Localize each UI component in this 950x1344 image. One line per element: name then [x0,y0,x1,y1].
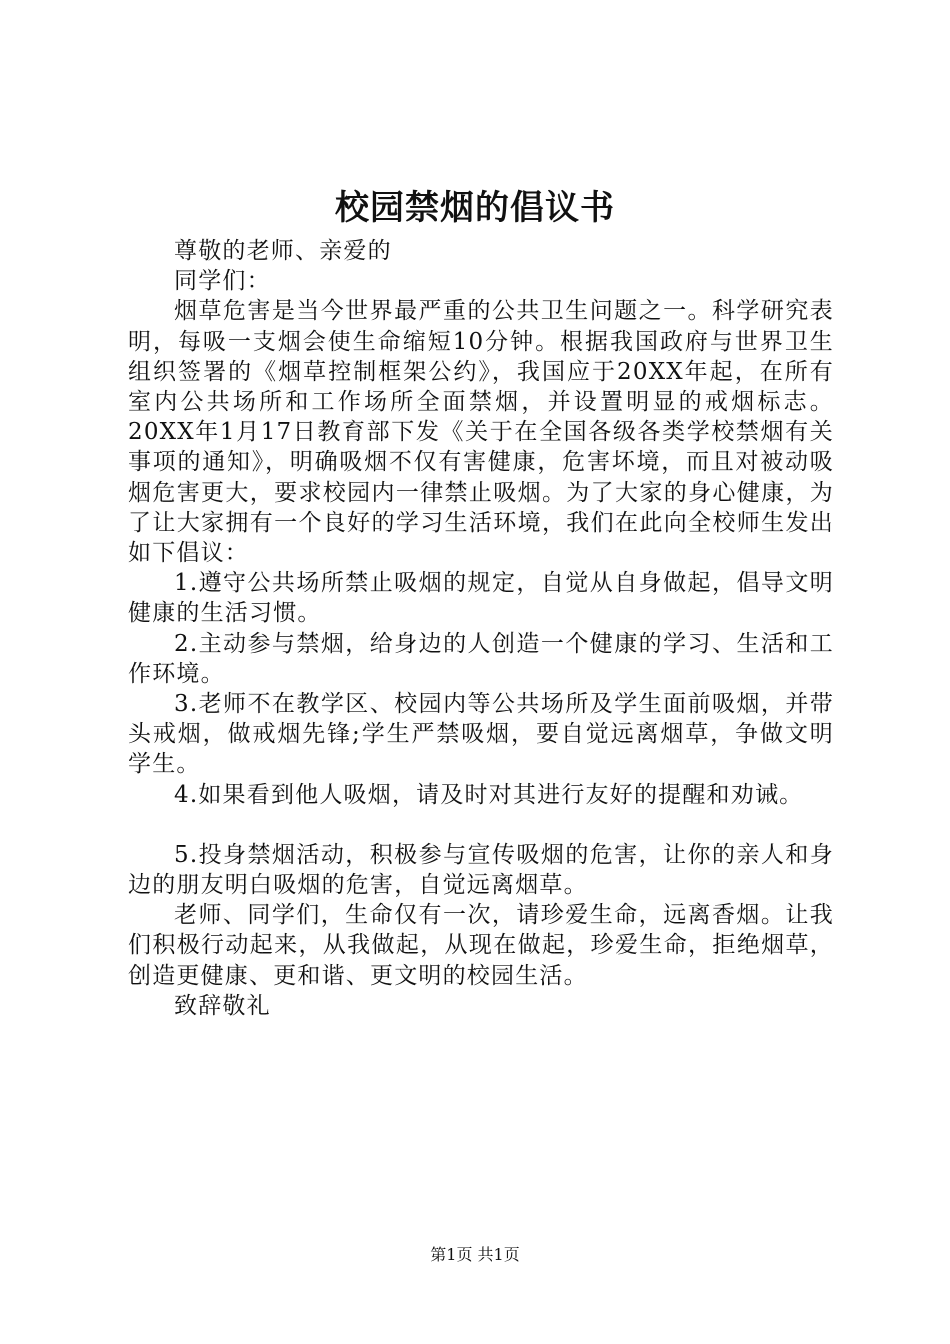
page-footer: 第1页 共1页 [430,1245,520,1264]
salutation-line-2: 同学们： [174,268,271,295]
proposal-item-2: 2.主动参与禁烟，给身边的人创造一个健康的学习、生活和工作环境。 [128,630,834,687]
proposal-item-5: 5.投身禁烟活动，积极参与宣传吸烟的危害，让你的亲人和身边的朋友明白吸烟的危害，自觉远离烟草。 [128,841,834,899]
document-title: 校园禁烟的倡议书 [335,188,615,228]
proposal-item-4: 4.如果看到他人吸烟，请及时对其进行友好的提醒和劝诫。 [174,781,804,808]
closing-salute: 致辞敬礼 [174,992,271,1019]
intro-paragraph: 烟草危害是当今世界最严重的公共卫生问题之一。科学研究表明，每吸一支烟会使生命缩短10分钟。根据我国政府与世界卫生组织签署的《烟草控制框架公约》，我国应于20XX年起，在所有室内公共场所和工作场所全面禁烟，并设置明显的戒烟标志。20XX年1月17日教育部下发《关于在全国各级各类学校禁烟有关事项的通知》，明确吸烟不仅有害健康，危害坏境，而且对被动吸烟危害更大，要求校园内一律禁止吸烟。为了大家的身心健康，为了让大家拥有一个良好的学习生活环境，我们在此向全校师生发出如下倡议： [128,298,834,567]
proposal-item-1: 1.遵守公共场所禁止吸烟的规定，自觉从自身做起，倡导文明健康的生活习惯。 [128,570,834,627]
document-body [128,236,834,1021]
closing-paragraph: 老师、同学们，生命仅有一次，请珍爱生命，远离香烟。让我们积极行动起来，从我做起，从现在做起，珍爱生命，拒绝烟草，创造更健康、更和谐、更文明的校园生活。 [128,902,834,989]
proposal-item-3: 3.老师不在教学区、校园内等公共场所及学生面前吸烟，并带头戒烟，做戒烟先锋;学生严禁吸烟，要自觉远离烟草，争做文明学生。 [128,691,834,778]
salutation-line-1: 尊敬的老师、亲爱的 [174,238,392,264]
